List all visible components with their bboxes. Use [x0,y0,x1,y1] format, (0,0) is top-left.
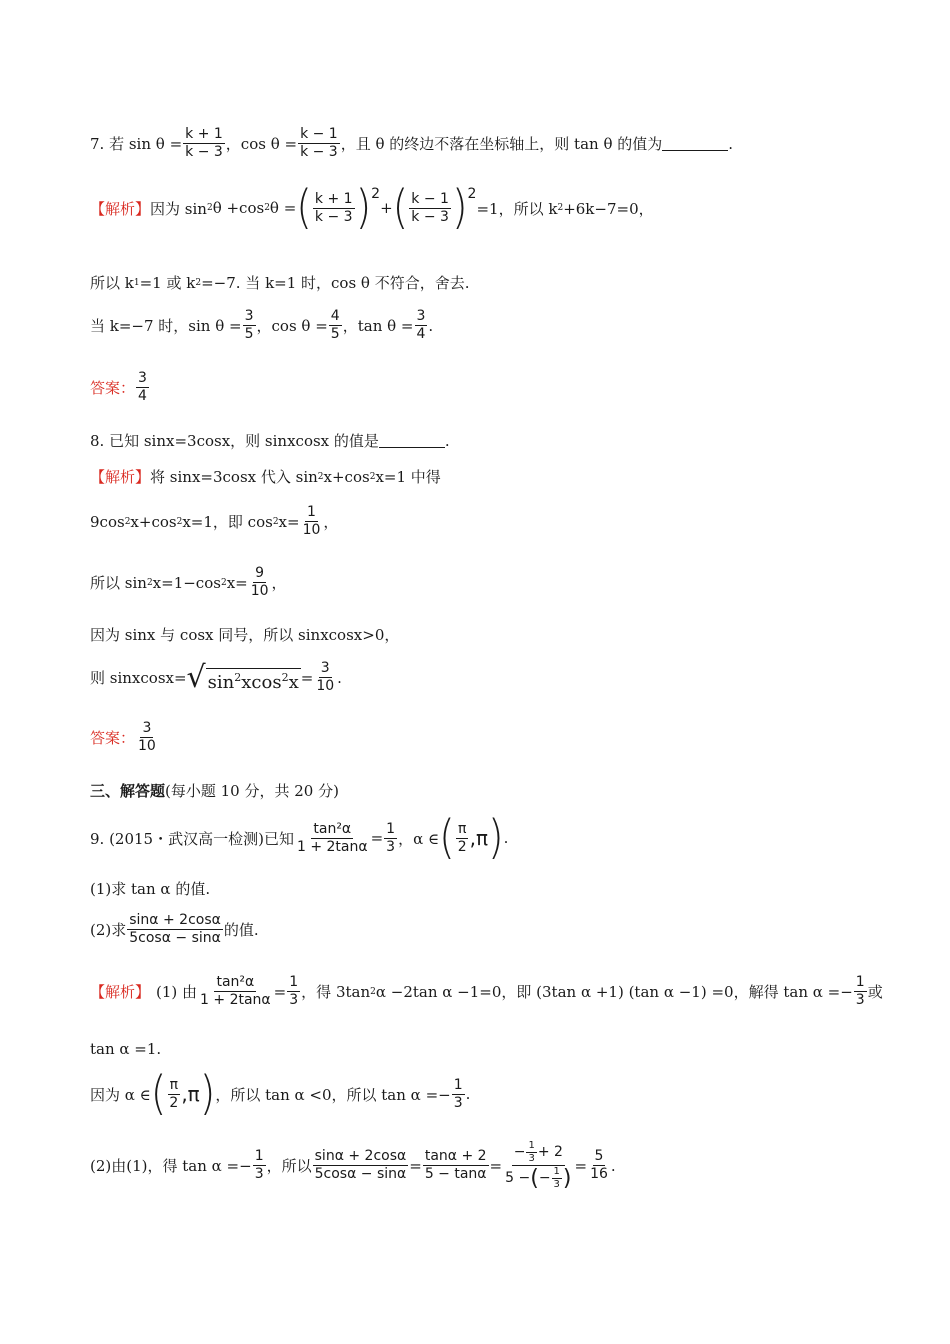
fraction: $\frac{k - 1}{k - 3}$ [300,126,338,160]
fraction: $\frac{k + 1}{k - 3}$ [185,126,223,160]
fraction: $\frac{3}{4}$ [138,370,147,404]
fraction: $\frac{\sin\alpha + 2\cos\alpha}{5\cos\alpha - \sin\alpha}$ [129,912,221,946]
fraction: $\frac{3}{4}$ [416,308,426,342]
fraction: $\frac{1}{3}$ [528,1140,535,1164]
analysis-8-line-1: 【解析】 将 sinx=3cosx 代入 sin 2 x+cos 2 x=1 中得 [90,467,441,486]
answer-blank [662,136,728,151]
fraction: $\frac{3}{10}$ [138,720,156,754]
fraction: $\frac{1}{3}$ [254,1148,264,1182]
answer-blank [379,433,445,448]
fraction: $\frac{\pi}{2}$ [457,820,467,855]
fraction: $\frac{9}{10}$ [250,565,269,599]
analysis-8-line-2: 9cos 2 x+cos 2 x=1，即 cos 2 x= $\frac{1}{10}$ ， [90,504,339,538]
analysis-tag: 【解析】 [90,199,151,218]
fraction: $\frac{4}{5}$ [330,308,340,342]
fraction: − $\frac{1}{3}$ + 2 5 − ( − $\frac{1}{3}$ ) [505,1140,572,1191]
analysis-7-line-2: 所以 k 1 =1 或 k 2 =−7. 当 k=1 时，cos θ 不符合，舍去. [90,274,470,292]
fraction: $\frac{\pi}{2}$ [169,1076,179,1111]
question-9-part-1: (1)求 tan α 的值. [90,880,211,898]
analysis-8-line-3: 所以 sin 2 x=1−cos 2 x= $\frac{9}{10}$ ， [90,565,287,599]
analysis-9-line-2: tan α =1. [90,1040,162,1058]
question-7: 7. 若 sin θ = $\frac{k + 1}{k - 3}$ ，cos θ = $\frac{k - 1}{k - 3}$ ，且 θ 的终边不落在坐标轴上，则 tan θ 的值为 . [90,126,734,160]
answer-7 [90,370,150,405]
fraction: $\frac{3}{10}$ [316,660,335,694]
question-8: 8. 已知 sinx=3cosx，则 sinxcosx 的值是 . [90,431,450,450]
analysis-7-line-1: 【解析】 因为 sin 2 θ +cos 2 θ = ( $\frac{k + 1}{k - 3}$ ) 2 + ( $\frac{k - 1}{k - 3}$ ) 2 =1，所以 k 2 +6k−7=0， [90,181,654,235]
analysis-9-line-4: (2)由(1)，得 tan α =− $\frac{1}{3}$ ，所以 $\frac{\sin\alpha + 2\cos\alpha}{5\cos\alpha - \sin\alpha}$ = $\frac{\tan\alpha + 2}{5 - \tan\alpha}$ = − $\frac{1}{3}$ + 2 5 − ( − $\frac{1}{3}$ ) = $\frac{5}{16}$ . [90,1140,616,1191]
fraction: $\frac{1}{3}$ [453,1076,463,1111]
analysis-9-line-1: 【解析】 (1) 由 $\frac{\text{tan²α}}{1 + 2\tan\alpha}$ = $\frac{1}{3}$ ，得 3tan 2 α −2tan α −1=0，即 (3tan α +1) (tan α −1) =0，解得 tan α =− $\frac{1}{3}$ 或 [90,974,883,1008]
analysis-tag: 【解析】 [90,983,151,1001]
fraction: $\frac{\text{tan²α}}{1 + 2\tan\alpha}$ [296,820,368,855]
fraction: $\frac{1}{3}$ [386,820,396,855]
radical-sign-icon: √ [186,659,206,695]
answer-label: 答案： [90,379,136,397]
fraction: $\frac{k + 1}{k - 3}$ [314,190,353,225]
question-9: 9. (2015・武汉高一检测)已知 $\frac{\text{tan²α}}{1 + 2\tan\alpha}$ = $\frac{1}{3}$ ，α ∈ ( $\frac{\pi}{2}$ , π ) . [90,811,509,865]
analysis-tag: 【解析】 [90,468,151,486]
fraction: $\frac{5}{16}$ [590,1148,608,1182]
fraction: $\frac{3}{5}$ [244,308,254,342]
section-3-heading: 三、解答题 (每小题 10 分，共 20 分) [90,782,339,800]
analysis-8-line-5: 则 sinxcosx= √ $\sin^2xcos^2x$ = $\frac{3}{10}$ . [90,659,342,695]
fraction: $\frac{1}{3}$ [289,974,299,1008]
answer-8 [90,720,159,755]
fraction: $\frac{k - 1}{k - 3}$ [411,190,449,225]
answer-label: 答案： [90,729,136,747]
question-9-part-2: (2)求 $\frac{\sin\alpha + 2\cos\alpha}{5\cos\alpha - \sin\alpha}$ 的值. [90,912,259,946]
analysis-8-line-4: 因为 sinx 与 cosx 同号，所以 sinxcosx>0， [90,626,400,644]
square-root: √ $\sin^2xcos^2x$ [186,659,299,695]
fraction: $\frac{\text{tan²α}}{1 + 2\tan\alpha}$ [200,974,271,1008]
fraction: $\frac{1}{3}$ [855,974,865,1008]
fraction: $\frac{\sin\alpha + 2\cos\alpha}{5\cos\alpha - \sin\alpha}$ [314,1148,407,1182]
analysis-7-line-3: 当 k=−7 时，sin θ = $\frac{3}{5}$ ，cos θ = $\frac{4}{5}$ ，tan θ = $\frac{3}{4}$ . [90,308,434,342]
fraction: $\frac{1}{10}$ [302,504,321,538]
fraction: $\frac{1}{3}$ [553,1166,560,1190]
analysis-9-line-3: 因为 α ∈ ( $\frac{\pi}{2}$ , π ) ，所以 tan α <0，所以 tan α =− $\frac{1}{3}$ . [90,1067,471,1121]
fraction: $\frac{\tan\alpha + 2}{5 - \tan\alpha}$ [424,1148,487,1182]
